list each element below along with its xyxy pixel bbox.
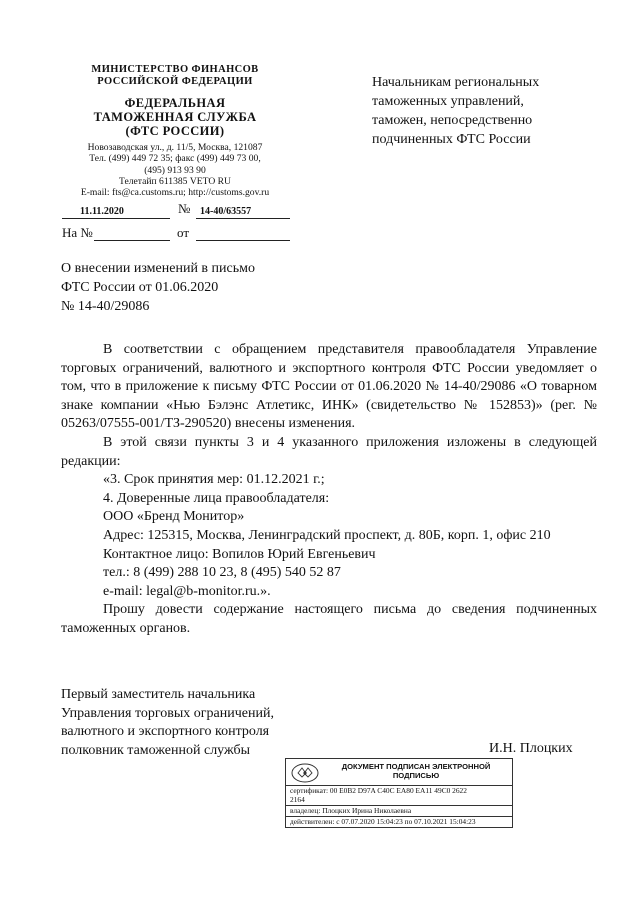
registration-date: 11.11.2020 [80, 206, 124, 217]
signatory-line-1: Первый заместитель начальника [61, 687, 256, 702]
subject-line-1: О внесении изменений в письмо [61, 261, 255, 276]
stamp-title [324, 762, 508, 780]
emblem-icon [290, 762, 320, 784]
recipient-line-1: Начальникам региональных [372, 75, 540, 90]
signatory-position [61, 686, 341, 760]
address-line-3: (495) 913 93 90 [144, 164, 206, 176]
subject-block [61, 259, 301, 316]
address-line-4: Телетайп 611385 VETO RU [119, 175, 231, 187]
stamp-certificate-cont: 2164 [290, 795, 305, 804]
reference-label: На № [62, 225, 93, 240]
address-line-1: Новозаводская ул., д. 11/5, Москва, 121087 [87, 142, 263, 153]
date-underline [62, 218, 170, 219]
stamp-validity: действителен: с 07.07.2020 15:04:23 по 07.10.2021 15:04:23 [290, 817, 476, 826]
amended-item-2: 4. Доверенные лица правообладателя: [103, 490, 330, 506]
registration-number-sign: № [178, 201, 191, 216]
stamp-owner: владелец: Плоцких Ирина Николаевна [290, 806, 412, 815]
service-name [60, 96, 290, 138]
signatory-line-2: Управления торговых ограничений, [61, 705, 274, 721]
subject-line-2: ФТС России от 01.06.2020 [61, 280, 219, 295]
stamp-certificate: сертификат: 00 E0B2 D97A C40C EA80 EA11 49C0 2622 [290, 786, 467, 795]
body-paragraph-2: В этой связи пункты 3 и 4 указанного приложения изложены в следующей редакции: [61, 434, 597, 469]
recipient-line-3: таможен, непосредственно [372, 113, 533, 128]
address-line-2: Тел. (499) 449 72 35; факс (499) 449 73 00, [89, 153, 261, 165]
amended-item-6: тел.: 8 (499) 288 10 23, 8 (495) 540 52 87 [103, 565, 341, 581]
service-line-2: ТАМОЖЕННАЯ СЛУЖБА [93, 110, 257, 124]
signatory-line-4: полковник таможенной службы [61, 742, 251, 758]
reference-underline [94, 240, 170, 241]
amended-item-4: Адрес: 125315, Москва, Ленинградский проспект, д. 80Б, корп. 1, офис 210 [103, 527, 551, 543]
from-underline [196, 240, 290, 241]
letter-body [61, 341, 597, 639]
amended-item-3: ООО «Бренд Монитор» [103, 509, 245, 525]
ministry-line-1: МИНИСТЕРСТВО ФИНАНСОВ [91, 64, 259, 75]
stamp-title-line-1: ДОКУМЕНТ ПОДПИСАН ЭЛЕКТРОННОЙ [341, 762, 491, 771]
recipient-block [372, 73, 602, 149]
subject-line-3: № 14-40/29086 [61, 299, 150, 314]
service-line-1: ФЕДЕРАЛЬНАЯ [124, 96, 226, 110]
body-paragraph-3: Прошу довести содержание настоящего письма до сведения подчиненных таможенных органов. [61, 602, 597, 636]
ministry-name [60, 64, 290, 88]
number-underline [196, 218, 290, 219]
amended-item-5: Контактное лицо: Вопилов Юрий Евгеньевич [103, 546, 376, 562]
amended-item-7: e-mail: legal@b-monitor.ru.». [103, 583, 271, 599]
recipient-line-4: подчиненных ФТС России [372, 132, 531, 147]
stamp-title-line-2: ПОДПИСЬЮ [392, 771, 440, 780]
ministry-line-2: РОССИЙСКОЙ ФЕДЕРАЦИИ [97, 76, 253, 87]
signatory-line-3: валютного и экспортного контроля [61, 724, 270, 740]
service-address [60, 142, 290, 198]
recipient-line-2: таможенных управлений, [372, 94, 524, 109]
amended-item-1: «3. Срок принятия мер: 01.12.2021 г.; [103, 472, 325, 488]
signatory-name: И.Н. Плоцких [489, 741, 573, 756]
address-line-5: E-mail: fts@ca.customs.ru; http://customs.gov.ru [80, 187, 270, 199]
registration-number: 14-40/63557 [200, 206, 252, 217]
amended-items [61, 471, 597, 601]
from-label: от [177, 225, 190, 240]
body-paragraph-1: В соответствии с обращением представителя правообладателя Управление торговых ограничений, валютного и экспортного контроля ФТС России уведомляет о том, что в приложение к письму ФТС России от 01.06.2020 № 14-40/29086 «О товарном знаке компании «Нью Бэлэнс Атлетикс, ИНК» (свидетельство № 152853)» (рег. № 05263/07555-001/ТЗ-290520) внесены изменения. [61, 342, 597, 432]
service-line-3: (ФТС РОССИИ) [125, 124, 225, 138]
electronic-signature-stamp [285, 758, 513, 828]
